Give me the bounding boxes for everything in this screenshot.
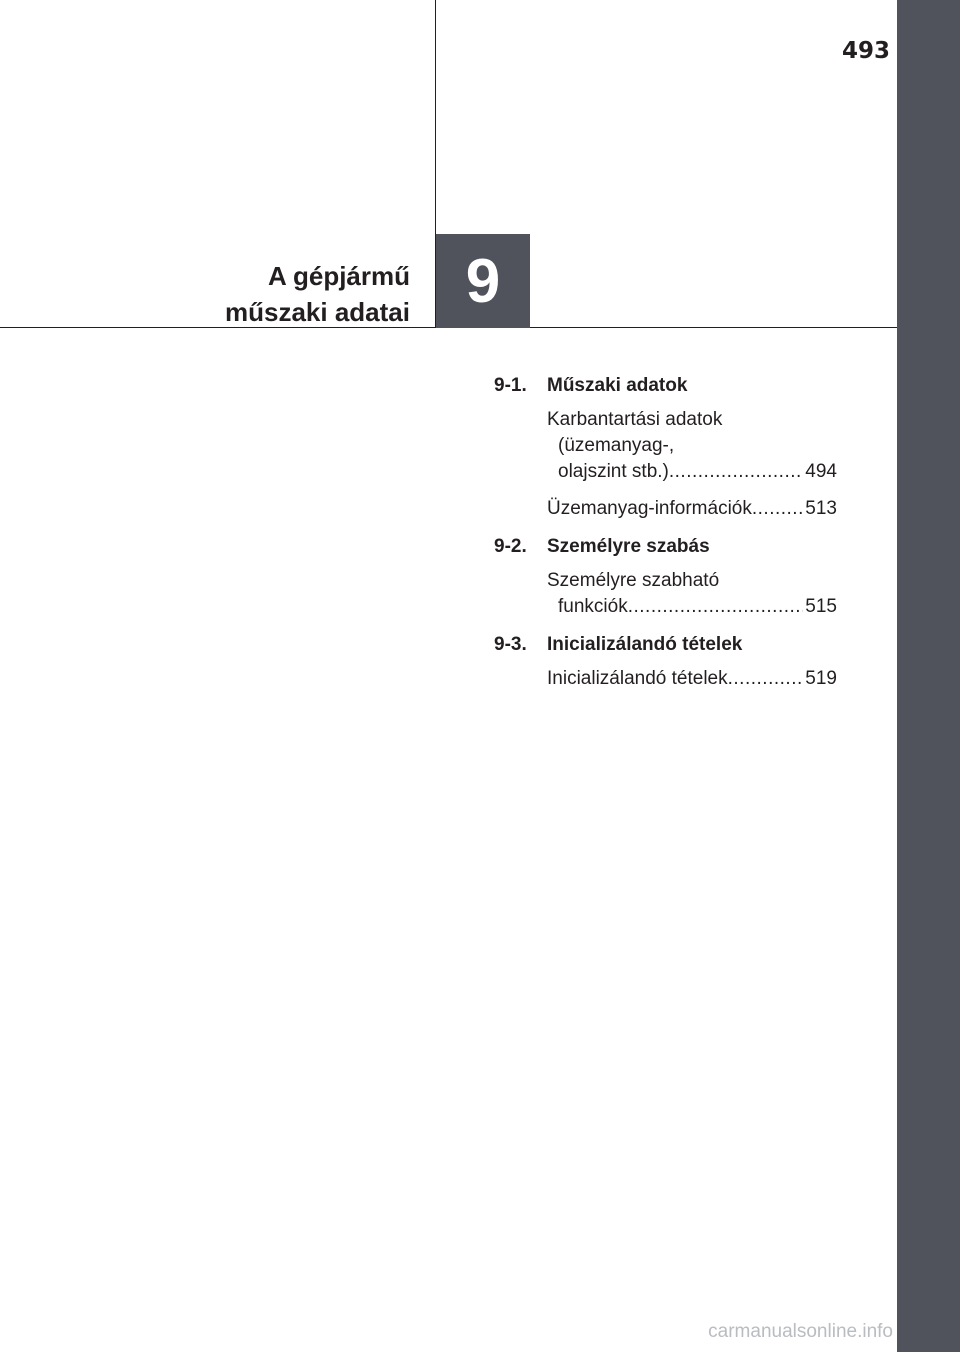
chapter-side-band xyxy=(897,0,960,1352)
entry-page-number: 513 xyxy=(805,498,837,519)
entry-line: Személyre szabható xyxy=(547,570,720,591)
dot-leader xyxy=(728,666,804,692)
dot-leader xyxy=(752,496,803,522)
entry-line: (üzemanyag-, xyxy=(558,435,675,456)
entry-page-number: 515 xyxy=(805,596,837,617)
chapter-title-line-2: műszaki adatai xyxy=(225,297,410,327)
table-of-contents xyxy=(494,372,837,703)
entry-line: olajszint stb.) xyxy=(558,461,669,482)
section-number: 9-2. xyxy=(494,536,527,557)
dot-leader xyxy=(628,594,804,620)
section-number: 9-3. xyxy=(494,634,527,655)
toc-section-9-1[interactable] xyxy=(494,372,837,400)
toc-entry-inicializalando-tetelek[interactable] xyxy=(547,666,837,692)
entry-page-number: 494 xyxy=(805,461,837,482)
section-title: Inicializálandó tételek xyxy=(547,634,743,655)
chapter-title-line-1: A gépjármű xyxy=(267,261,410,291)
watermark: carmanualsonline.info xyxy=(708,1321,893,1342)
toc-entry-uzemanyag-informaciok[interactable] xyxy=(547,496,837,522)
dot-leader xyxy=(669,459,803,485)
entry-line: Üzemanyag-információk xyxy=(547,498,752,519)
toc-entry-szemelyre-szabhato-funkciok[interactable] xyxy=(547,568,837,620)
section-title: Személyre szabás xyxy=(547,536,710,557)
chapter-number-box: 9 xyxy=(436,234,530,328)
toc-entry-karbantartasi-adatok[interactable] xyxy=(547,407,837,485)
entry-page-number: 519 xyxy=(805,668,837,689)
toc-section-9-3[interactable] xyxy=(494,631,837,659)
chapter-title xyxy=(150,258,410,330)
entry-line: Karbantartási adatok xyxy=(547,409,723,430)
entry-line: Inicializálandó tételek xyxy=(547,668,728,689)
section-title: Műszaki adatok xyxy=(547,375,688,396)
toc-section-9-2[interactable] xyxy=(494,533,837,561)
page-number: 493 xyxy=(841,38,890,64)
entry-line: funkciók xyxy=(558,596,628,617)
section-number: 9-1. xyxy=(494,375,527,396)
